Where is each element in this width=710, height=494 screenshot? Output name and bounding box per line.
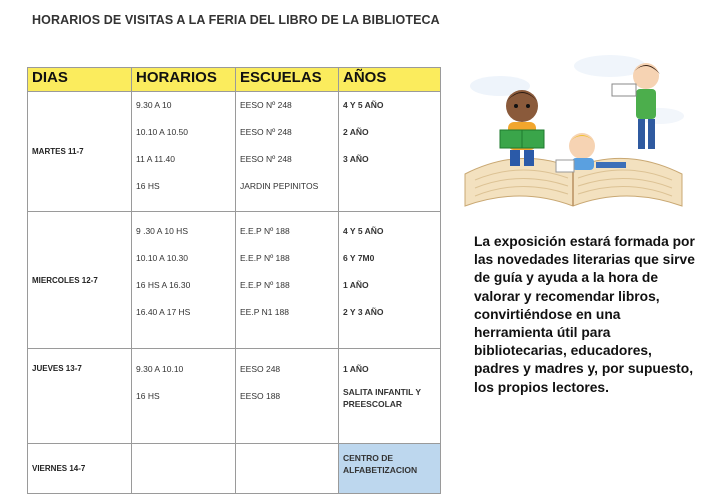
school-entry: EESO Nº 248 (240, 154, 292, 164)
school-entry: EESO Nº 248 (240, 100, 292, 110)
header-horarios: HORARIOS (132, 68, 236, 92)
years-cell (339, 444, 441, 494)
time-slot: 9.30 A 10.10 (136, 364, 184, 374)
exhibition-description: La exposición estará formada por las novedades literarias que sirve de guía y ayuda a la hora de valorar y recomendar libros, convirtiéndose en una herramienta útil para bibliotecarias, educadores, padres y madres y, por supuesto, los propios lectores. (474, 234, 695, 395)
table-row (28, 212, 441, 349)
schools-cell (236, 212, 339, 349)
children-reading-illustration (460, 46, 686, 214)
table-header-row (28, 68, 441, 92)
day-cell: MARTES 11-7 (28, 92, 132, 212)
times-cell (132, 212, 236, 349)
time-slot: 10.10 A 10.50 (136, 127, 188, 137)
year-entry: CENTRO DE ALFABETIZACION (343, 453, 418, 475)
illustration-svg (460, 46, 686, 214)
time-slot: 16.40 A 17 HS (136, 307, 191, 317)
day-cell: JUEVES 13-7 (28, 349, 132, 444)
school-entry: JARDIN PEPINITOS (240, 181, 319, 191)
time-slot: 16 HS (136, 391, 160, 401)
schools-cell (236, 444, 339, 494)
header-escuelas: ESCUELAS (236, 68, 339, 92)
times-cell (132, 92, 236, 212)
years-cell (339, 349, 441, 444)
school-entry: EESO 248 (240, 364, 281, 374)
year-entry: SALITA INFANTIL Y PREESCOLAR (343, 387, 421, 409)
times-cell (132, 444, 236, 494)
time-slot: 9 .30 A 10 HS (136, 226, 188, 236)
year-entry: 4 Y 5 AÑO (343, 100, 384, 110)
time-slot: 11 A 11.40 (136, 154, 175, 164)
schools-cell (236, 92, 339, 212)
school-entry: EESO Nº 248 (240, 127, 292, 137)
table-row (28, 349, 441, 444)
year-entry: 1 AÑO (343, 364, 369, 374)
page-title: HORARIOS DE VISITAS A LA FERIA DEL LIBRO DE LA BIBLIOTECA (32, 13, 440, 27)
time-slot: 10.10 A 10.30 (136, 253, 188, 263)
header-dias: DIAS (28, 68, 132, 92)
times-cell (132, 349, 236, 444)
school-entry: E.E.P Nº 188 (240, 253, 290, 263)
header-anos: AÑOS (339, 68, 441, 92)
time-slot: 9.30 A 10 (136, 100, 172, 110)
time-slot: 16 HS (136, 181, 160, 191)
school-entry: EE.P N1 188 (240, 307, 289, 317)
year-entry: 1 AÑO (343, 280, 369, 290)
year-entry: 6 Y 7M0 (343, 253, 375, 263)
year-entry: 4 Y 5 AÑO (343, 226, 384, 236)
day-cell: VIERNES 14-7 (28, 444, 132, 494)
year-entry: 2 Y 3 AÑO (343, 307, 384, 317)
table-row (28, 92, 441, 212)
school-entry: E.E.P Nº 188 (240, 280, 290, 290)
years-cell (339, 212, 441, 349)
table-row (28, 444, 441, 494)
schools-cell (236, 349, 339, 444)
time-slot: 16 HS A 16.30 (136, 280, 191, 290)
year-entry: 3 AÑO (343, 154, 369, 164)
day-cell: MIERCOLES 12-7 (28, 212, 132, 349)
school-entry: E.E.P Nº 188 (240, 226, 290, 236)
years-cell (339, 92, 441, 212)
year-entry: 2 AÑO (343, 127, 369, 137)
schedule-table (27, 67, 441, 494)
school-entry: EESO 188 (240, 391, 281, 401)
